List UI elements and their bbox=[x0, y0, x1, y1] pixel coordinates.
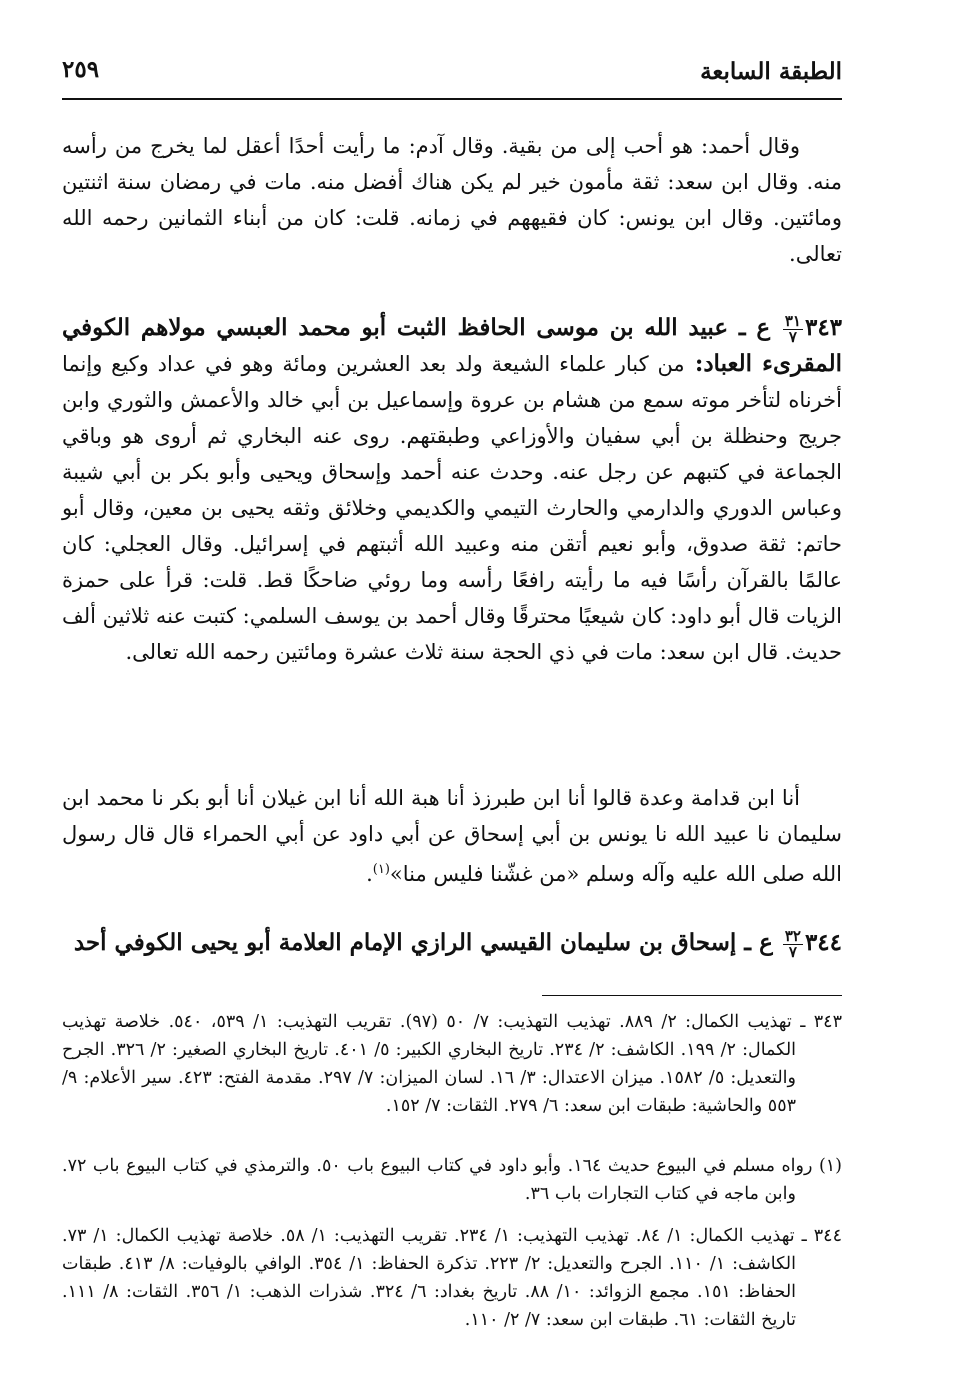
entry-343-frac-bottom: ٧ bbox=[788, 327, 797, 346]
footnote-343-text: تهذيب الكمال: ٢/ ٨٨٩. تهذيب التهذيب: ٧/ ٥٠ (٩٧). تقريب التهذيب: ١/ ٥٣٩، ٥٤٠. خلاصة تهذيب الكمال: ٢/ ١٩٩. الكاشف: ٢/ ٢٣٤. تاريخ البخاري الكبير: ٥/ ٤٠١. تاريخ البخاري الصغير: ٢/ ٣٢٦. الجرح والتعديل: ٥/ ١٥٨٢. ميزان الاعتدال: ٣/ ١٦. لسان الميزان: ٧/ ٢٩٧. مقدمة الفتح: ٤٢٣. سير الأعلام: ٩/ ٥٥٣ والحاشية: طبقات ابن سعد: ٦/ ٢٧٩. الثقات: ٧/ ١٥٢. bbox=[62, 1012, 797, 1116]
header-rule bbox=[62, 98, 842, 100]
footnote-344 bbox=[62, 1222, 842, 1334]
entry-344-fraction bbox=[783, 926, 803, 961]
entry-343-name: عبيد الله بن موسى الحافظ الثبت أبو محمد العبسي مولاهم الكوفي المقرىء العباد: bbox=[62, 314, 842, 377]
footnote-ref-1: (١) bbox=[372, 862, 390, 877]
paragraph-1: وقال أحمد: هو أحب إلى من بقية. وقال آدم: ما رأيت أحدًا أعقل لما يخرج من رأسه منه. وقال ابن سعد: ثقة مأمون خير لم يكن هناك أفضل منه. مات في رمضان سنة اثنتين ومائتين. وقال ابن يونس: كان فقيههم في زمانه. قلت: كان من أبناء الثمانين رحمه الله تعالى. bbox=[62, 134, 842, 266]
footnote-1-text: رواه مسلم في البيوع حديث ١٦٤. وأبو داود في كتاب البيوع باب ٥٠. والترمذي في كتاب البيوع باب ٧٢. وابن ماجه في كتاب التجارات باب ٣٦. bbox=[62, 1156, 813, 1204]
isnad-text: أنا ابن قدامة وعدة قالوا أنا ابن طبرزذ أنا هبة الله أنا ابن غيلان أنا أبو بكر نا محمد ابن سليمان نا عبيد الله نا يونس بن أبي إسحاق عن أبي داود عن أبي الحمراء قال قال رسول الله صلى الله عليه وآله وسلم «من غشّنا فليس منا» bbox=[62, 786, 842, 886]
entry-344-name: إسحاق بن سليمان القيسي الرازي الإمام العلامة أبو يحيى الكوفي أحد bbox=[73, 929, 737, 956]
entry-343-text: من كبار علماء الشيعة ولد بعد العشرين ومائة وهو في عداد وكيع وإنما أخرناه لتأخر موته سمع من هشام بن عروة وإسماعيل بن أبي خالد والأعمش والثوري وابن جريج وحنظلة بن أبي سفيان والأوزاعي وطبقتهم. روى عنه البخاري ثم أروى هو وباقي الجماعة في كتبهم عن رجل عنه. وحدث عنه أحمد وإسحاق ويحيى وأبو بكر بن أبي شيبة وعباس الدوري والدارمي والحارث التيمي والكديمي وخلائق وثقه يحيى بن معين، وقال أبو حاتم: ثقة صدوق، وأبو نعيم أتقن منه وعبيد الله أثبتهم في إسرائيل. وقال العجلي: كان عالمًا بالقرآن رأسًا فيه ما رأيته رافعًا رأسه وما روئي ضاحكًا قط. قلت: قرأ على حمزة الزيات قال أبو داود: كان شيعيًا محترقًا وقال أحمد بن يوسف السلمي: كتبت عنه ثلاثين ألف حديث. قال ابن سعد: مات في ذي الحجة سنة ثلاث عشرة ومائتين رحمه الله تعالى. bbox=[62, 352, 842, 664]
running-head-title: الطبقة السابعة bbox=[700, 58, 842, 85]
page-number: ٢٥٩ bbox=[62, 56, 100, 83]
footnote-344-text: تهذيب الكمال: ١/ ٨٤. تهذيب التهذيب: ١/ ٢٣٤. تقريب التهذيب: ١/ ٥٨. خلاصة تهذيب الكمال: ١/ ٧٣. الكاشف: ١/ ١١٠. الجرح والتعديل: ٢/ ٢٢٣. تذكرة الحفاظ: ١/ ٣٥٤. الوافي بالوفيات: ٨/ ٤١٣. طبقات الحفاظ: ١٥١. مجمع الزوائد: ١٠/ ٨٨. تاريخ بغداد: ٦/ ٣٢٤. شذرات الذهب: ١/ ٣٥٦. الثقات: ٨/ ١١١. تاريخ الثقات: ٦١. طبقات ابن سعد: ٧/ ٢/ ١١٠. bbox=[62, 1226, 797, 1330]
entry-344 bbox=[62, 925, 842, 961]
entry-343-code: ع bbox=[756, 314, 771, 341]
footnote-343 bbox=[62, 1008, 842, 1120]
entry-344-dash: ـ bbox=[744, 929, 752, 956]
entry-344-frac-top: ٣٢ bbox=[784, 926, 801, 945]
footnote-1-number: (١) bbox=[818, 1156, 842, 1176]
entry-344-frac-bottom: ٧ bbox=[788, 942, 797, 961]
footnote-343-number: ٣٤٣ ـ bbox=[800, 1012, 842, 1032]
entry-344-number: ٣٤٤ bbox=[804, 929, 842, 956]
entry-344-code: ع bbox=[759, 929, 773, 956]
footnote-344-number: ٣٤٤ ـ bbox=[801, 1226, 842, 1246]
entry-344-heading bbox=[73, 926, 842, 961]
isnad-block: أنا ابن قدامة وعدة قالوا أنا ابن طبرزذ أنا هبة الله أنا ابن غيلان أنا أبو بكر نا محمد ابن سليمان نا عبيد الله نا يونس بن أبي إسحاق عن أبي داود عن أبي الحمراء قال قال رسول الله صلى الله عليه وآله وسلم «من غشّنا فليس منا»$^{(١)}$. bbox=[62, 786, 842, 886]
entry-343-number: ٣٤٣ bbox=[804, 314, 843, 341]
footnote-rule bbox=[542, 995, 842, 996]
entry-343-fraction bbox=[783, 311, 803, 346]
entry-343-frac-top: ٣١ bbox=[784, 311, 801, 330]
footnote-1 bbox=[62, 1152, 842, 1208]
entry-343 bbox=[62, 310, 842, 670]
paragraph-continuation bbox=[62, 128, 842, 272]
entry-343-dash: ـ bbox=[738, 314, 746, 341]
